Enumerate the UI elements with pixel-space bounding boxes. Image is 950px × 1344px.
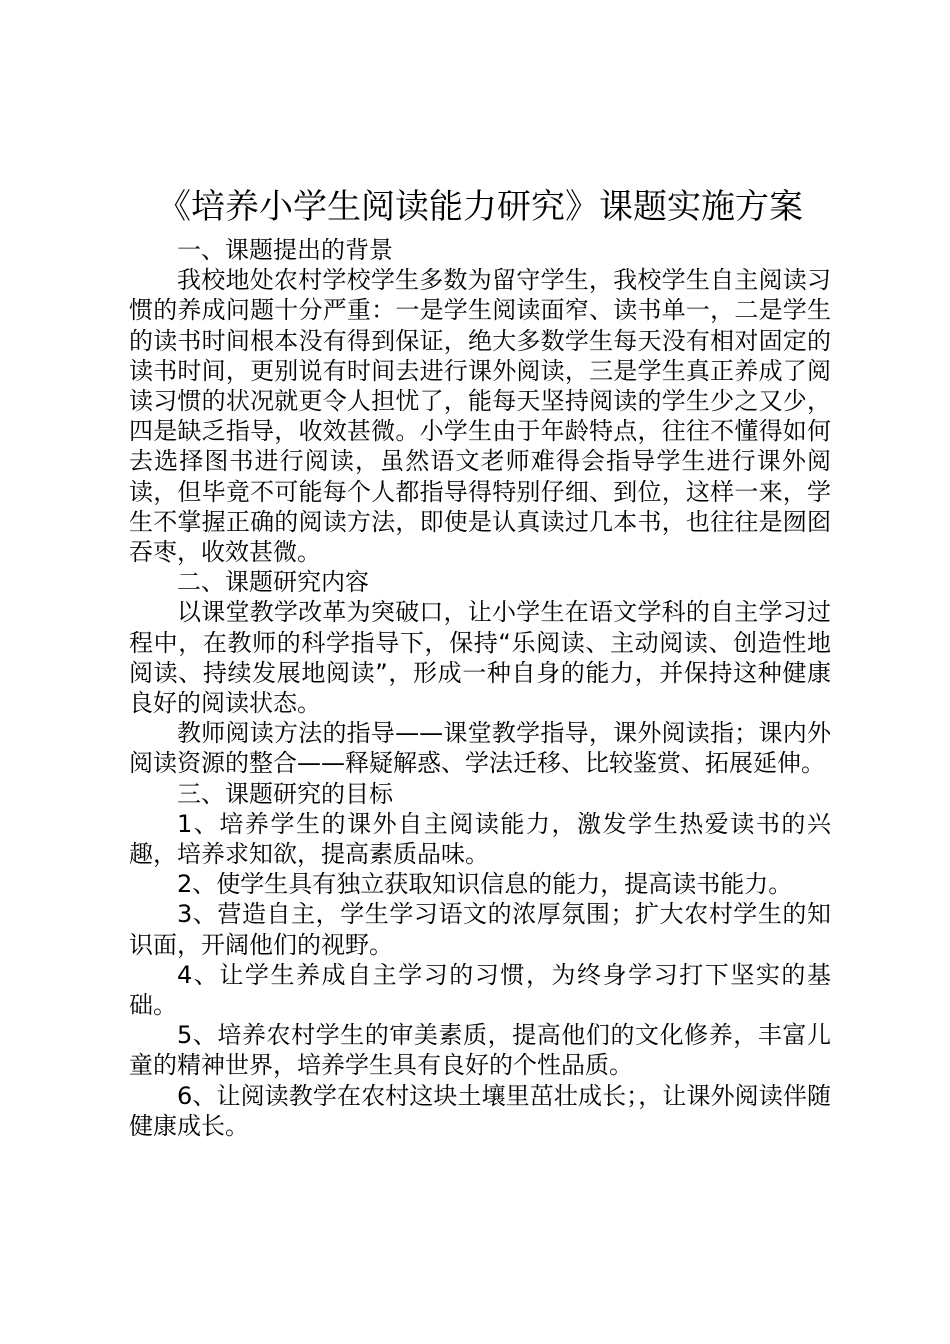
goal-item: 2、使学生具有独立获取知识信息的能力，提高读书能力。 xyxy=(177,870,793,899)
paragraph-content: 以课堂教学改革为突破口，让小学生在语文学科的自主学习过程中，在教师的科学指导下，保持“乐阅读、主动阅读、创造性地阅读、持续发展地阅读”，形成一种自身的能力，并保持这种健康良好的阅读状态。 xyxy=(129,598,831,718)
goal-item: 5、培养农村学生的审美素质，提高他们的文化修养，丰富儿童的精神世界，培养学生具有良好的个性品质。 xyxy=(129,1021,831,1080)
goal-item: 3、营造自主，学生学习语文的浓厚氛围；扩大农村学生的知识面，开阔他们的视野。 xyxy=(129,900,831,959)
section-heading-background: 一、课题提出的背景 xyxy=(177,236,393,264)
goal-item: 6、让阅读教学在农村这块土壤里茁壮成长；，让课外阅读伴随健康成长。 xyxy=(129,1081,831,1140)
paragraph-background: 我校地处农村学校学生多数为留守学生，我校学生自主阅读习惯的养成问题十分严重：一是学生阅读面窄、读书单一，二是学生的读书时间根本没有得到保证，绝大多数学生每天没有相对固定的读书时间，更别说有时间去进行课外阅读，三是学生真正养成了阅读习惯的状况就更令人担忧了，能每天坚持阅读的学生少之又少，四是缺乏指导，收效甚微。小学生由于年龄特点，往往不懂得如何去选择图书进行阅读，虽然语文老师难得会指导学生进行课外阅读，但毕竟不可能每个人都指导得特别仔细、到位，这样一来，学生不掌握正确的阅读方法，即使是认真读过几本书，也往往是囫囵吞枣，收效甚微。 xyxy=(129,266,831,567)
document-title: 《培养小学生阅读能力研究》课题实施方案 xyxy=(157,187,803,227)
document-page xyxy=(129,185,831,1141)
goal-item: 4、让学生养成自主学习的习惯，为终身学习打下坚实的基础。 xyxy=(129,960,831,1020)
goal-item: 1、培养学生的课外自主阅读能力，激发学生热爱读书的兴趣，培养求知欲，提高素质品味。 xyxy=(129,809,831,869)
section-heading-content: 二、课题研究内容 xyxy=(177,568,369,597)
paragraph-methods: 教师阅读方法的指导——课堂教学指导，课外阅读指；课内外阅读资源的整合——释疑解惑、学法迁移、比较鉴赏、拓展延伸。 xyxy=(129,719,831,778)
section-heading-goals: 三、课题研究的目标 xyxy=(177,779,393,808)
